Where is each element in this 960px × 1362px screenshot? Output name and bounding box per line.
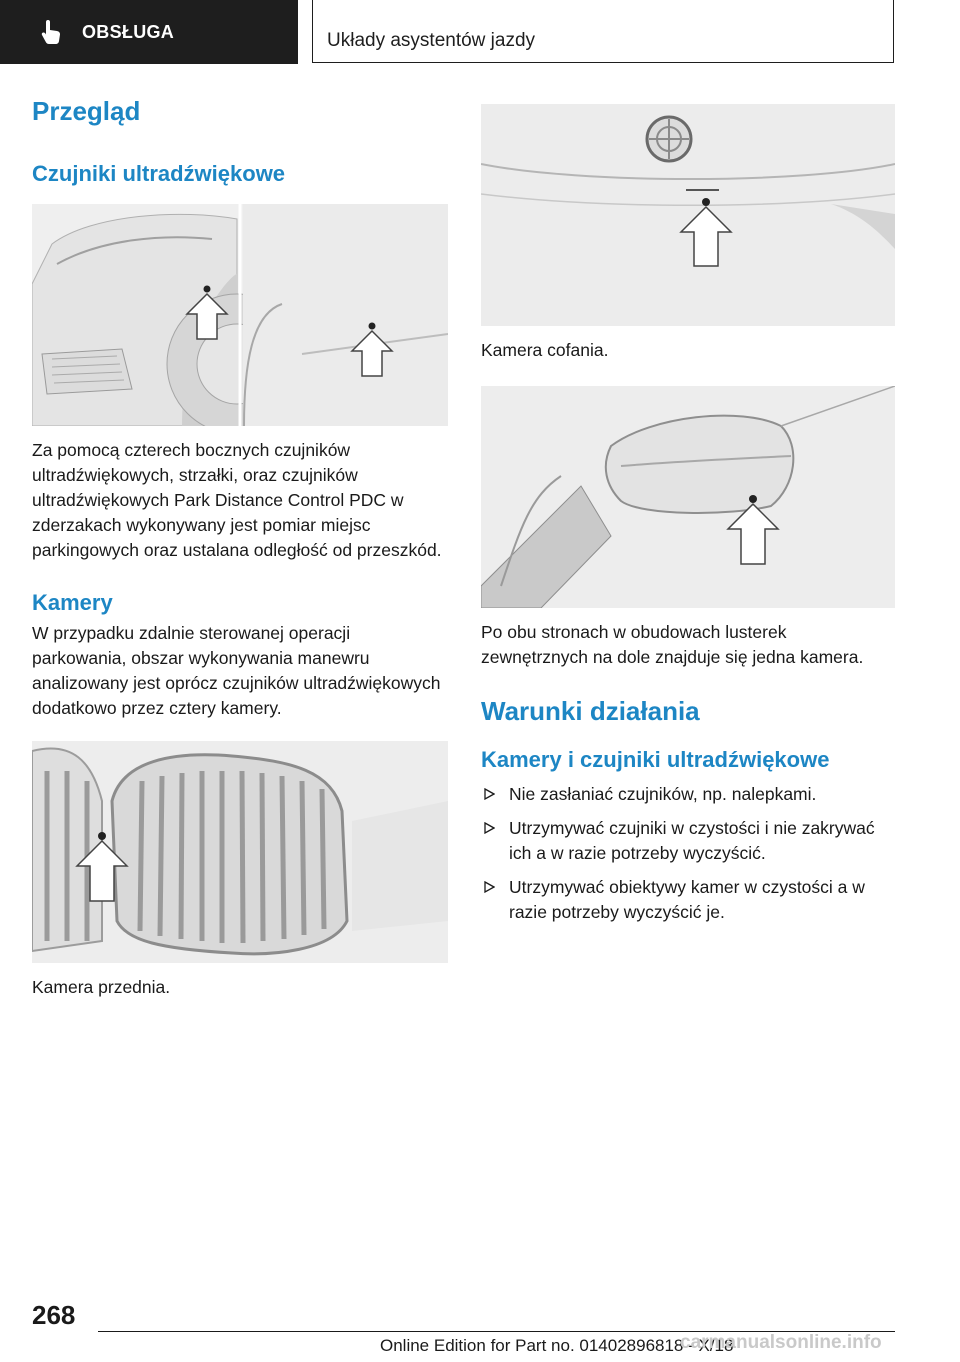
page-number: 268	[32, 1300, 76, 1330]
section-tab	[0, 0, 298, 64]
list-item: Utrzymywać czujniki w czystości i nie zakrywać ich a w razie potrzeby wyczyścić.	[481, 816, 895, 866]
heading-operating-conditions: Warunki działania	[481, 696, 700, 726]
heading-ultrasonic-sensors: Czujniki ultradźwiękowe	[32, 161, 286, 186]
hand-pointer-icon	[40, 19, 62, 45]
caption-rear-camera: Kamera cofania.	[481, 340, 609, 360]
list-item: Utrzymywać obiektywy kamer w czystości a w razie potrzeby wyczyścić je.	[481, 875, 895, 925]
list-item: Nie zasłaniać czujników, np. nalepkami.	[481, 782, 895, 807]
figure-front-camera	[32, 741, 448, 963]
figure-side-sensors	[32, 204, 448, 426]
paragraph-mirror-cameras: Po obu stronach w obudowach lusterek zewnętrznych na dole znajduje się jedna kamera.	[481, 622, 864, 667]
paragraph-cameras: W przypadku zdalnie sterowanej operacji parkowania, obszar wykonywania manewru analizowany jest oprócz czujników ultradźwiękowych dodatkowo przez cztery kamery.	[32, 623, 441, 718]
figure-mirror-camera	[481, 386, 895, 608]
figure-rear-camera	[481, 104, 895, 326]
triangle-bullet-icon	[483, 881, 495, 893]
left-column	[32, 96, 448, 1000]
paragraph-sensors: Za pomocą czterech bocznych czujników ultradźwiękowych, strzałki, oraz czujników ultradźwiękowych Park Distance Control PDC w zderzakach wykonywany jest pomiar miejsc parkingowych oraz ustalana odległość od przeszkód.	[32, 440, 442, 560]
heading-cameras-and-sensors: Kamery i czujniki ultradźwiękowe	[481, 747, 830, 772]
chapter-title: Układy asystentów jazdy	[327, 30, 536, 51]
edition-note: Online Edition for Part no. 01402896818 - X/18	[380, 1336, 734, 1355]
section-label: OBSŁUGA	[82, 21, 175, 42]
heading-cameras: Kamery	[32, 590, 113, 615]
conditions-list	[481, 782, 895, 925]
triangle-bullet-icon	[483, 788, 495, 800]
heading-overview: Przegląd	[32, 96, 141, 126]
caption-front-camera: Kamera przednia.	[32, 977, 171, 997]
right-column	[481, 96, 895, 934]
watermark: carmanualsonline.info	[680, 1332, 882, 1353]
chapter-header	[312, 0, 894, 63]
triangle-bullet-icon	[483, 822, 495, 834]
